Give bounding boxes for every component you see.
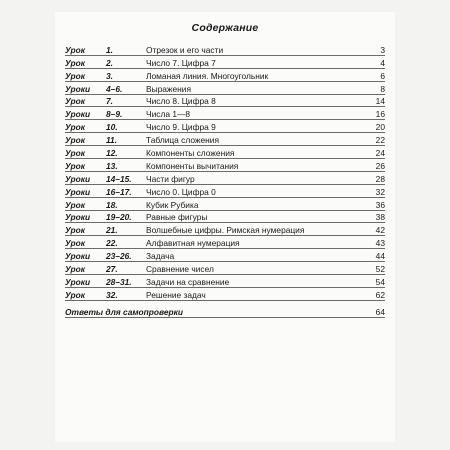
toc-row: [65, 211, 385, 224]
lesson-title: Задачи на сравнение: [146, 276, 230, 287]
toc-row: [65, 223, 385, 236]
lesson-title: Компоненты сложения: [146, 148, 235, 159]
toc-row: [65, 146, 385, 159]
lesson-title: Число 8. Цифра 8: [146, 96, 216, 107]
lesson-number: 18.: [106, 199, 118, 210]
lesson-title: Волшебные цифры. Римская нумерация: [146, 225, 305, 236]
lesson-number: 14–15.: [106, 173, 132, 184]
lesson-title: Кубик Рубика: [146, 199, 199, 210]
lesson-number: 32.: [106, 289, 118, 300]
lesson-title: Компоненты вычитания: [146, 160, 239, 171]
lesson-title: Части фигур: [146, 173, 195, 184]
page-number: 43: [375, 238, 385, 249]
lesson-kind: Урок: [65, 238, 85, 249]
lesson-title: Ломаная линия. Многоугольник: [146, 70, 269, 81]
page-number: 20: [375, 122, 385, 133]
lesson-number: 4–6.: [106, 83, 123, 94]
toc-row: [65, 82, 385, 95]
page-number: 6: [380, 70, 385, 81]
lesson-number: 3.: [106, 70, 113, 81]
lesson-title: Таблица сложения: [146, 135, 219, 146]
page-number: 28: [375, 173, 385, 184]
lesson-kind: Урок: [65, 96, 85, 107]
page-number: 52: [375, 264, 385, 275]
lesson-kind: Урок: [65, 57, 85, 68]
answers-page-number: 64: [375, 306, 385, 317]
lesson-kind: Уроки: [65, 276, 91, 287]
table-of-contents: [65, 43, 385, 318]
toc-row: [65, 262, 385, 275]
lesson-title: Число 7. Цифра 7: [146, 57, 216, 68]
page-number: 42: [375, 225, 385, 236]
page-number: 26: [375, 160, 385, 171]
lesson-kind: Уроки: [65, 212, 91, 223]
toc-row: [65, 95, 385, 108]
answers-row: [65, 303, 385, 318]
page-number: 22: [375, 135, 385, 146]
lesson-title: Алфавитная нумерация: [146, 238, 240, 249]
toc-row: [65, 288, 385, 301]
page-number: 44: [375, 251, 385, 262]
lesson-number: 23–26.: [106, 251, 132, 262]
book-page: [55, 12, 395, 442]
lesson-number: 1.: [106, 44, 113, 55]
lesson-number: 16–17.: [106, 186, 132, 197]
lesson-title: Задача: [146, 251, 175, 262]
toc-row: [65, 43, 385, 56]
page-number: 16: [375, 109, 385, 120]
lesson-kind: Урок: [65, 70, 85, 81]
lesson-title: Число 9. Цифра 9: [146, 122, 216, 133]
lesson-kind: Уроки: [65, 83, 91, 94]
lesson-kind: Урок: [65, 122, 85, 133]
page-number: 8: [380, 83, 385, 94]
lesson-kind: Уроки: [65, 251, 91, 262]
lesson-number: 22.: [106, 238, 118, 249]
page-number: 38: [375, 212, 385, 223]
toc-row: [65, 185, 385, 198]
lesson-number: 13.: [106, 160, 118, 171]
lesson-number: 28–31.: [106, 276, 132, 287]
toc-row: [65, 107, 385, 120]
toc-row: [65, 172, 385, 185]
lesson-kind: Урок: [65, 264, 85, 275]
lesson-kind: Урок: [65, 148, 85, 159]
lesson-number: 27.: [106, 264, 118, 275]
lesson-title: Отрезок и его части: [146, 44, 224, 55]
toc-row: [65, 198, 385, 211]
lesson-kind: Урок: [65, 44, 85, 55]
page-number: 32: [375, 186, 385, 197]
page-number: 3: [380, 44, 385, 55]
lesson-title: Число 0. Цифра 0: [146, 186, 216, 197]
lesson-kind: Урок: [65, 160, 85, 171]
toc-row: [65, 69, 385, 82]
answers-label: Ответы для самопроверки: [65, 306, 183, 317]
lesson-kind: Уроки: [65, 173, 91, 184]
lesson-title: Сравнение чисел: [146, 264, 214, 275]
page-number: 54: [375, 276, 385, 287]
page-number: 4: [380, 57, 385, 68]
toc-row: [65, 159, 385, 172]
lesson-title: Числа 1—8: [146, 109, 191, 120]
page-title: Содержание: [191, 22, 259, 34]
lesson-kind: Урок: [65, 289, 85, 300]
lesson-number: 2.: [106, 57, 113, 68]
lesson-number: 12.: [106, 148, 118, 159]
lesson-number: 10.: [106, 122, 118, 133]
lesson-number: 7.: [106, 96, 113, 107]
toc-row: [65, 56, 385, 69]
toc-row: [65, 120, 385, 133]
page-number: 62: [375, 289, 385, 300]
lesson-number: 19–20.: [106, 212, 132, 223]
lesson-title: Решение задач: [146, 289, 206, 300]
page-number: 14: [375, 96, 385, 107]
lesson-title: Выражения: [146, 83, 192, 94]
lesson-kind: Урок: [65, 135, 85, 146]
toc-row: [65, 133, 385, 146]
page-number: 36: [375, 199, 385, 210]
lesson-number: 8–9.: [106, 109, 123, 120]
lesson-kind: Урок: [65, 225, 85, 236]
lesson-number: 11.: [106, 135, 118, 146]
lesson-number: 21.: [106, 225, 118, 236]
toc-row: [65, 249, 385, 262]
lesson-kind: Урок: [65, 199, 85, 210]
lesson-kind: Уроки: [65, 186, 91, 197]
lesson-title: Равные фигуры: [146, 212, 208, 223]
page-number: 24: [375, 148, 385, 159]
toc-row: [65, 236, 385, 249]
lesson-kind: Уроки: [65, 109, 91, 120]
toc-row: [65, 275, 385, 288]
